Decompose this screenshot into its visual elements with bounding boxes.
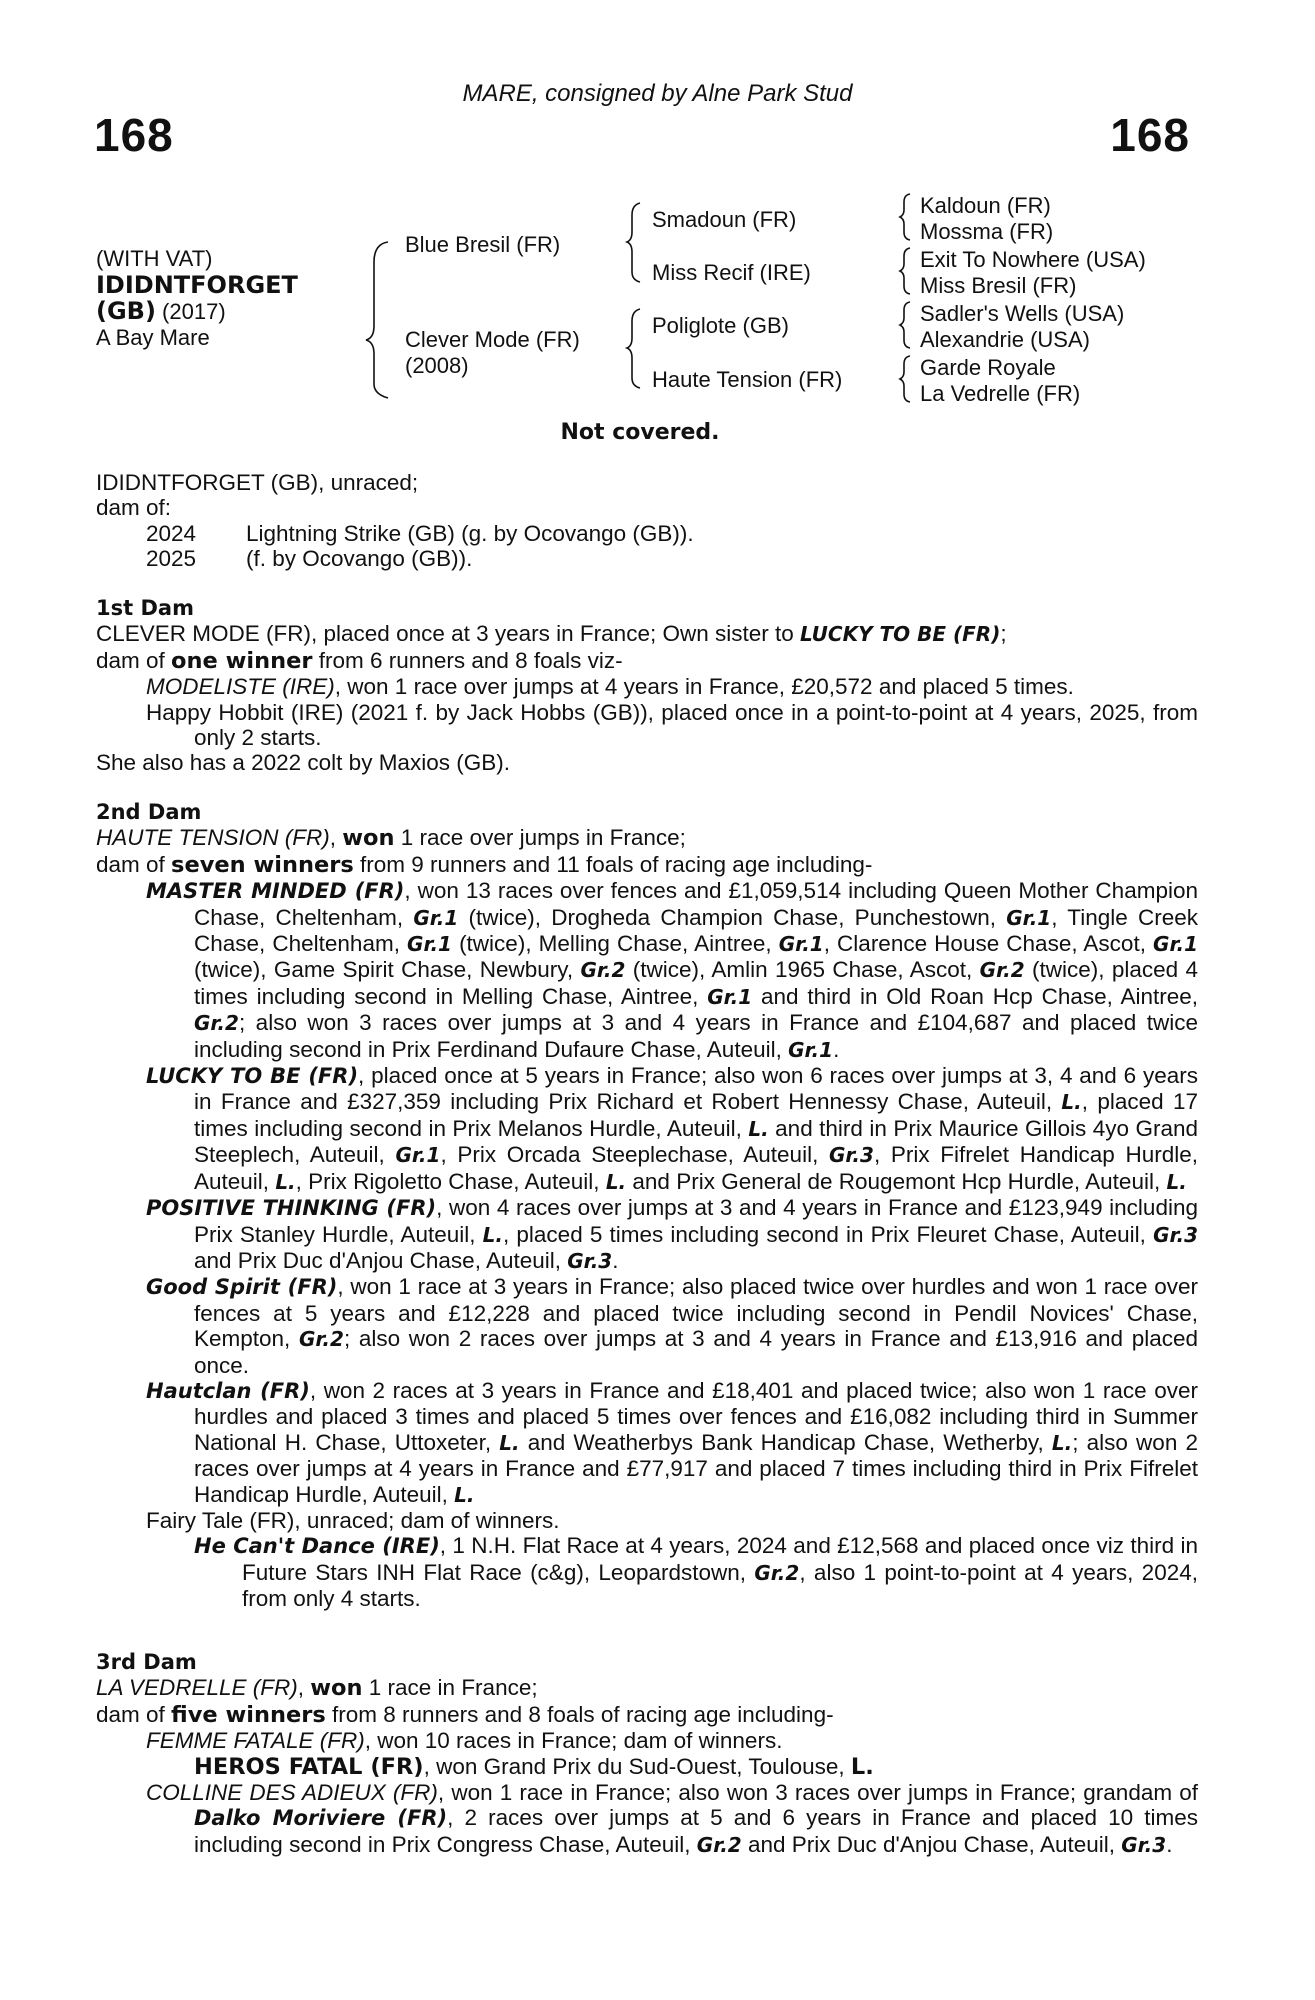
ped-sire: Blue Bresil (FR): [405, 232, 561, 257]
section-heading: 1st Dam: [96, 596, 194, 620]
lot-number-left: 168: [94, 109, 174, 161]
produce-record: [96, 470, 1198, 572]
ped-gg-6: Alexandrie (USA): [920, 327, 1090, 352]
covering-status: Not covered.: [560, 420, 720, 445]
dam-line: She also has a 2022 colt by Maxios (GB).: [96, 750, 510, 776]
produce-row: 2025 (f. by Ocovango (GB)).: [146, 546, 473, 572]
section-heading: 2nd Dam: [96, 800, 202, 824]
dam-line: dam of one winner from 6 runners and 8 foals viz-: [96, 647, 623, 674]
produce-line: IDIDNTFORGET (GB), unraced;: [96, 470, 419, 495]
third-dam-section: [96, 1650, 1198, 1858]
progeny-entry: Hautclan (FR), won 2 races at 3 years in France and £18,401 and placed twice; also won 1 race over hurdles and placed 3 times and placed 5 times over fences and £16,082 including third in Summer National H. Chase, Uttoxeter, L. and Weatherbys Bank Handicap Chase, Wetherby, L.; also won 2 races over jumps at 4 years in France and £77,917 and placed 7 times including third in Prix Fifrelet Handicap Hurdle, Auteuil, L.: [146, 1377, 1198, 1507]
ped-dam-sire: Poliglote (GB): [652, 313, 789, 338]
dam-line: LA VEDRELLE (FR), won 1 race in France;: [96, 1675, 538, 1702]
horse-name: IDIDNTFORGET: [96, 271, 298, 299]
progeny-entry: FEMME FATALE (FR), won 10 races in France; dam of winners.: [146, 1728, 783, 1754]
dam-line: HAUTE TENSION (FR), won 1 race over jumps in France;: [96, 825, 686, 852]
progeny-entry: Happy Hobbit (IRE) (2021 f. by Jack Hobbs (GB)), placed once in a point-to-point at 4 years, 2025, from only 2 starts.: [146, 699, 1198, 751]
dam-line: dam of seven winners from 9 runners and 11 foals of racing age including-: [96, 851, 873, 878]
ped-sire-sire: Smadoun (FR): [652, 207, 797, 232]
produce-row: 2024 Lightning Strike (GB) (g. by Ocovango (GB)).: [146, 520, 694, 546]
ped-gg-8: La Vedrelle (FR): [920, 381, 1081, 406]
progeny-entry: MASTER MINDED (FR), won 13 races over fences and £1,059,514 including Queen Mother Champion Chase, Cheltenham, Gr.1 (twice), Drogheda Champion Chase, Punchestown, Gr.1, Tingle Creek Chase, Cheltenham, Gr.1 (twice), Melling Chase, Aintree, Gr.1, Clarence House Chase, Ascot, Gr.1 (twice), Game Spirit Chase, Newbury, Gr.2 (twice), Amlin 1965 Chase, Ascot, Gr.2 (twice), placed 4 times including second in Melling Chase, Aintree, Gr.1 and third in Old Roan Hcp Chase, Aintree, Gr.2; also won 3 races over jumps at 3 and 4 years in France and £104,687 and placed twice including second in Prix Ferdinand Dufaure Chase, Auteuil, Gr.1.: [146, 878, 1199, 1062]
produce-line: dam of:: [96, 495, 172, 521]
progeny-entry: MODELISTE (IRE), won 1 race over jumps at 4 years in France, £20,572 and placed 5 times.: [146, 674, 1074, 700]
ped-gg-7: Garde Royale: [920, 355, 1056, 380]
catalogue-header: MARE, consigned by Alne Park Stud: [462, 80, 853, 107]
ped-gg-4: Miss Bresil (FR): [920, 273, 1077, 298]
dam-line: CLEVER MODE (FR), placed once at 3 years in France; Own sister to LUCKY TO BE (FR);: [96, 621, 1007, 647]
progeny-entry: COLLINE DES ADIEUX (FR), won 1 race in France; also won 3 races over jumps in France; grandam of Dalko Moriviere (FR), 2 races over jumps at 5 and 6 years in France and placed 10 times including second in Prix Congress Chase, Auteuil, Gr.2 and Prix Duc d'Anjou Chase, Auteuil, Gr.3.: [146, 1780, 1198, 1857]
first-dam-section: [96, 596, 1198, 776]
progeny-entry: Fairy Tale (FR), unraced; dam of winners.: [146, 1507, 560, 1533]
ped-gg-2: Mossma (FR): [920, 219, 1054, 244]
progeny-entry: POSITIVE THINKING (FR), won 4 races over jumps at 3 and 4 years in France and £123,949 including Prix Stanley Hurdle, Auteuil, L., placed 5 times including second in Prix Fleuret Chase, Auteuil, Gr.3 and Prix Duc d'Anjou Chase, Auteuil, Gr.3.: [146, 1195, 1199, 1273]
section-heading: 3rd Dam: [96, 1650, 197, 1674]
grand-progeny-entry: HEROS FATAL (FR), won Grand Prix du Sud-Ouest, Toulouse, L.: [194, 1753, 874, 1780]
second-dam-section: [96, 800, 1198, 1612]
vat-note: (WITH VAT): [96, 246, 213, 271]
ped-gg-3: Exit To Nowhere (USA): [920, 247, 1146, 272]
horse-country-year: (GB) (2017): [96, 297, 226, 325]
grand-progeny-entry: He Can't Dance (IRE), 1 N.H. Flat Race at 4 years, 2024 and £12,568 and placed once viz third in Future Stars INH Flat Race (c&g), Leopardstown, Gr.2, also 1 point-to-point at 4 years, 2024, from only 4 starts.: [194, 1533, 1198, 1612]
ped-dam-dam: Haute Tension (FR): [652, 367, 843, 392]
lot-number-right: 168: [1110, 109, 1190, 161]
ped-gg-5: Sadler's Wells (USA): [920, 301, 1125, 326]
horse-description: A Bay Mare: [96, 325, 210, 350]
ped-grandparents: [920, 193, 1146, 407]
ped-sire-dam: Miss Recif (IRE): [652, 260, 811, 285]
ped-dam: Clever Mode (FR) (2008): [405, 327, 580, 378]
progeny-entry: LUCKY TO BE (FR), placed once at 5 years in France; also won 6 races over jumps at 3, 4 and 6 years in France and £327,359 including Prix Richard et Robert Hennessy Chase, Auteuil, L., placed 17 times including second in Prix Melanos Hurdle, Auteuil, L. and third in Prix Maurice Gillois 4yo Grand Steeplech, Auteuil, Gr.1, Prix Orcada Steeplechase, Auteuil, Gr.3, Prix Fifrelet Handicap Hurdle, Auteuil, L., Prix Rigoletto Chase, Auteuil, L. and Prix General de Rougemont Hcp Hurdle, Auteuil, L.: [146, 1063, 1198, 1194]
ped-gg-1: Kaldoun (FR): [920, 193, 1051, 218]
progeny-entry: Good Spirit (FR), won 1 race at 3 years in France; also placed twice over hurdles and won 1 race over fences at 5 years and £12,228 and placed twice including second in Pendil Novices' Chase, Kempton, Gr.2; also won 2 races over jumps at 3 and 4 years in France and £13,916 and placed once.: [146, 1274, 1199, 1378]
dam-line: dam of five winners from 8 runners and 8 foals of racing age including-: [96, 1701, 834, 1728]
